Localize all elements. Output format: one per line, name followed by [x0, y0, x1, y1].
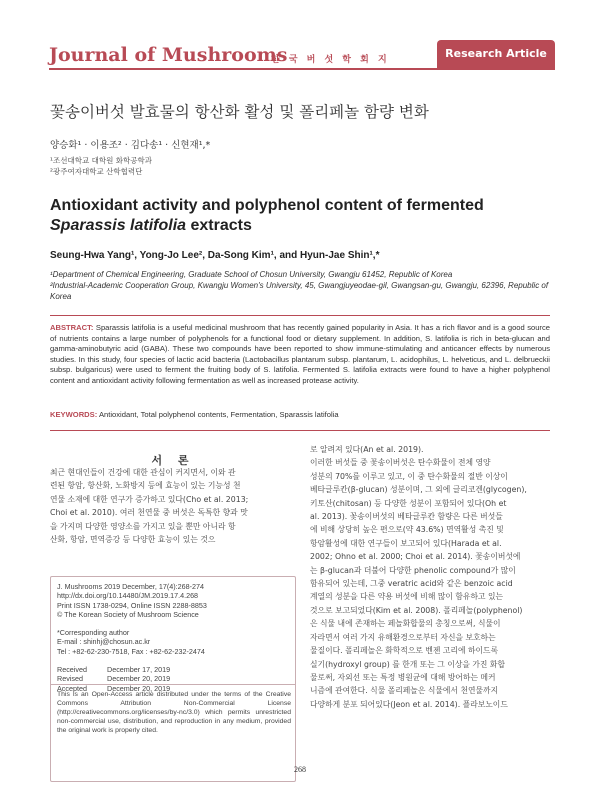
abstract-label: ABSTRACT:	[50, 323, 94, 332]
journal-header	[49, 42, 555, 70]
text-line: 성분의 70%를 이루고 있고, 이 중 탄수화물의 절반 이상이	[310, 471, 508, 481]
text-line: 산화, 항암, 면역증강 등 다양한 효능이 있는 것으	[50, 535, 216, 545]
korean-authors: 양승화¹ · 이용조² · 김다송¹ · 신현재¹,*	[50, 140, 211, 151]
email[interactable]: E-mail : shinhj@chosun.ac.kr	[57, 637, 151, 647]
english-affiliation-2: ²Industrial-Academic Cooperation Group, Kwangju Women's University, 45, Gwangjuyeodae-gil, Gwangsan-gu, Gwangju, 62396, Republic of Korea	[50, 281, 549, 301]
article-info-box	[50, 576, 296, 782]
citation: J. Mushrooms 2019 December, 17(4):268-274	[57, 582, 205, 591]
text-line: 항암활성에 대한 연구들이 보고되어 있다(Harada et al.	[310, 538, 502, 548]
text-line: 에 비해 상당히 높은 편으로(약 43.6%) 면역활성 촉진 및	[310, 525, 504, 535]
keywords	[50, 410, 550, 421]
doi-link[interactable]: http://dx.doi.org/10.14480/JM.2019.17.4.268	[57, 591, 199, 601]
keywords-text: Antioxidant, Total polyphenol contents, Fermentation, Sparassis latifolia	[98, 410, 339, 419]
text-line: 최근 현대인들이 건강에 대한 관심이 커지면서, 이와 관	[50, 468, 236, 477]
date-label: Revised	[57, 674, 83, 684]
journal-korean-name: 한 국 버 섯 학 회 지	[271, 55, 390, 65]
corresponding-label: *Corresponding author	[57, 628, 130, 638]
english-title	[50, 196, 550, 236]
text-line: 물로써, 자외선 또는 특정 병원균에 대해 방어하는 메커	[310, 672, 496, 682]
tel-fax: Tel : +82-62-230-7518, Fax : +82-62-232-2474	[57, 646, 205, 656]
text-line: al. 2013). 꽃송이버섯의 베타글루칸 함량은 다른 버섯들	[310, 512, 503, 522]
text-line: 이러한 버섯들 중 꽃송이버섯은 탄수화물이 전체 영양	[310, 458, 491, 468]
text-line: 계열의 성분을 다른 약용 버섯에 비해 많이 함유하고 있는	[310, 592, 504, 602]
journal-name: Journal of Mushrooms	[49, 44, 288, 66]
abstract-text: Sparassis latifolia is a useful medicinal mushroom that has recently gained popularity in Asia. It has a rich flavor and is a good source of nutrients contains a large number of polyphenols for a functional food or dietary supplement. In addition, S. latifolia is rich in beta-glucan and gamma-aminobutyric acid (GABA). These two compounds have been reported to show immune-stimulating and anticancer effects by numerous studies. In this study, four species of lactic acid bacteria (Lactobacillus plantarum subsp. plantarum, L. acidophilus, L. helveticus, and L. delbrueckii subsp. bulgaricus) were used to ferment the fruiting body of S. latifolia. Fermented S. latifolia extracts were found to have a higher polyphenol content and antioxidant activity following fermentation as well as increased protease activity.	[50, 323, 550, 385]
right-column-text	[310, 443, 550, 711]
english-affiliation-1: ¹Department of Chemical Engineering, Graduate School of Chosun University, Gwangju 61452, Republic of Korea	[50, 270, 453, 279]
text-line: 베타글루칸(β-glucan) 성분이며, 그 외에 글리코겐(glycogen),	[310, 485, 527, 495]
date-label: Received	[57, 665, 87, 675]
left-column-text	[50, 466, 296, 546]
date-value: December 17, 2019	[107, 665, 171, 675]
license-text: This is an Open-Access article distributed under the terms of the Creative Commons Attribution Non-Commercial License (http://creativecommons.org/licenses/by-nc/3.0) which permits unrestricted non-commercial use, distribution, and reproduction in any medium, provided the original work is properly cited.	[57, 691, 291, 734]
text-line: 다양하게 분포 되어있다(Jeon et al. 2014). 플라보노이드	[310, 699, 508, 709]
text-line: 로 알려져 있다(An et al. 2019).	[310, 445, 424, 454]
text-line: 자라면서 여러 가지 유해환경으로부터 자신을 보호하는	[310, 632, 496, 642]
text-line: Choi et al. 2010). 여러 천연물 중 버섯은 독특한 향과 맛	[50, 508, 248, 518]
text-line: 물질이다. 폴리페놀은 화학적으로 벤젠 고리에 하이드록	[310, 646, 499, 656]
text-line: 연물 소재에 대한 연구가 증가하고 있다(Cho et al. 2013;	[50, 494, 249, 504]
english-title-line1: Antioxidant activity and polyphenol content of fermented	[50, 197, 484, 214]
text-line: 키토산(chitosan) 등 다양한 성분이 포함되어 있다(Oh et	[310, 498, 507, 508]
section-heading-introduction: 서 론	[151, 454, 195, 467]
text-line: 2002; Ohno et al. 2000; Choi et al. 2014). 꽃송이버섯에	[310, 552, 521, 562]
abstract-top-rule	[50, 315, 550, 316]
page-number: 268	[294, 765, 306, 774]
text-line: 함유되어 있는데, 그중 veratric acid와 같은 benzoic acid	[310, 579, 513, 589]
date-label: Accepted	[57, 683, 87, 693]
text-line: 니즘에 관여한다. 식물 폴리페놀은 식물에서 천연물까지	[310, 686, 499, 696]
korean-affiliation-2: ²광주여자대학교 산학협력단	[50, 167, 143, 176]
korean-title: 꽃송이버섯 발효물의 항산화 활성 및 폴리페놀 함량 변화	[50, 103, 429, 121]
text-line: 은 식물 내에 존재하는 페놀화합물의 총칭으로써, 식물이	[310, 619, 501, 629]
english-title-end: extracts	[186, 217, 252, 234]
table-row	[57, 674, 170, 683]
date-value: December 20, 2019	[107, 674, 171, 684]
text-line: 것으로 보고되었다(Kim et al. 2008). 폴리페놀(polyphenol)	[310, 605, 523, 615]
text-line: 실기(hydroxyl group) 를 한개 또는 그 이상을 가진 화합	[310, 659, 505, 669]
date-value: December 20, 2019	[107, 683, 171, 693]
english-authors: Seung-Hwa Yang¹, Yong-Jo Lee², Da-Song Kim¹, and Hyun-Jae Shin¹,*	[50, 250, 380, 261]
text-line: 을 가지며 다양한 영양소를 가지고 있을 뿐만 아니라 항	[50, 521, 236, 531]
korean-affiliation-1: ¹조선대학교 대학원 화학공학과	[50, 156, 152, 165]
abstract-bottom-rule	[50, 430, 550, 431]
english-affiliations	[50, 269, 550, 302]
info-separator	[51, 684, 295, 685]
english-title-species: Sparassis latifolia	[50, 217, 187, 234]
dates-table	[57, 665, 170, 693]
article-info	[57, 582, 291, 693]
keywords-label: KEYWORDS:	[50, 410, 98, 419]
table-row	[57, 665, 170, 674]
text-line: 련된 항암, 항산화, 노화방지 등에 효능이 있는 기능성 천	[50, 481, 241, 491]
abstract	[50, 323, 550, 386]
text-line: 는 β-glucan과 더불어 다양한 phenolic compound가 많이	[310, 565, 516, 575]
issn: Print ISSN 1738-0294, Online ISSN 2288-8853	[57, 600, 207, 610]
copyright: © The Korean Society of Mushroom Science	[57, 609, 199, 619]
article-type-badge: Research Article	[437, 40, 555, 68]
